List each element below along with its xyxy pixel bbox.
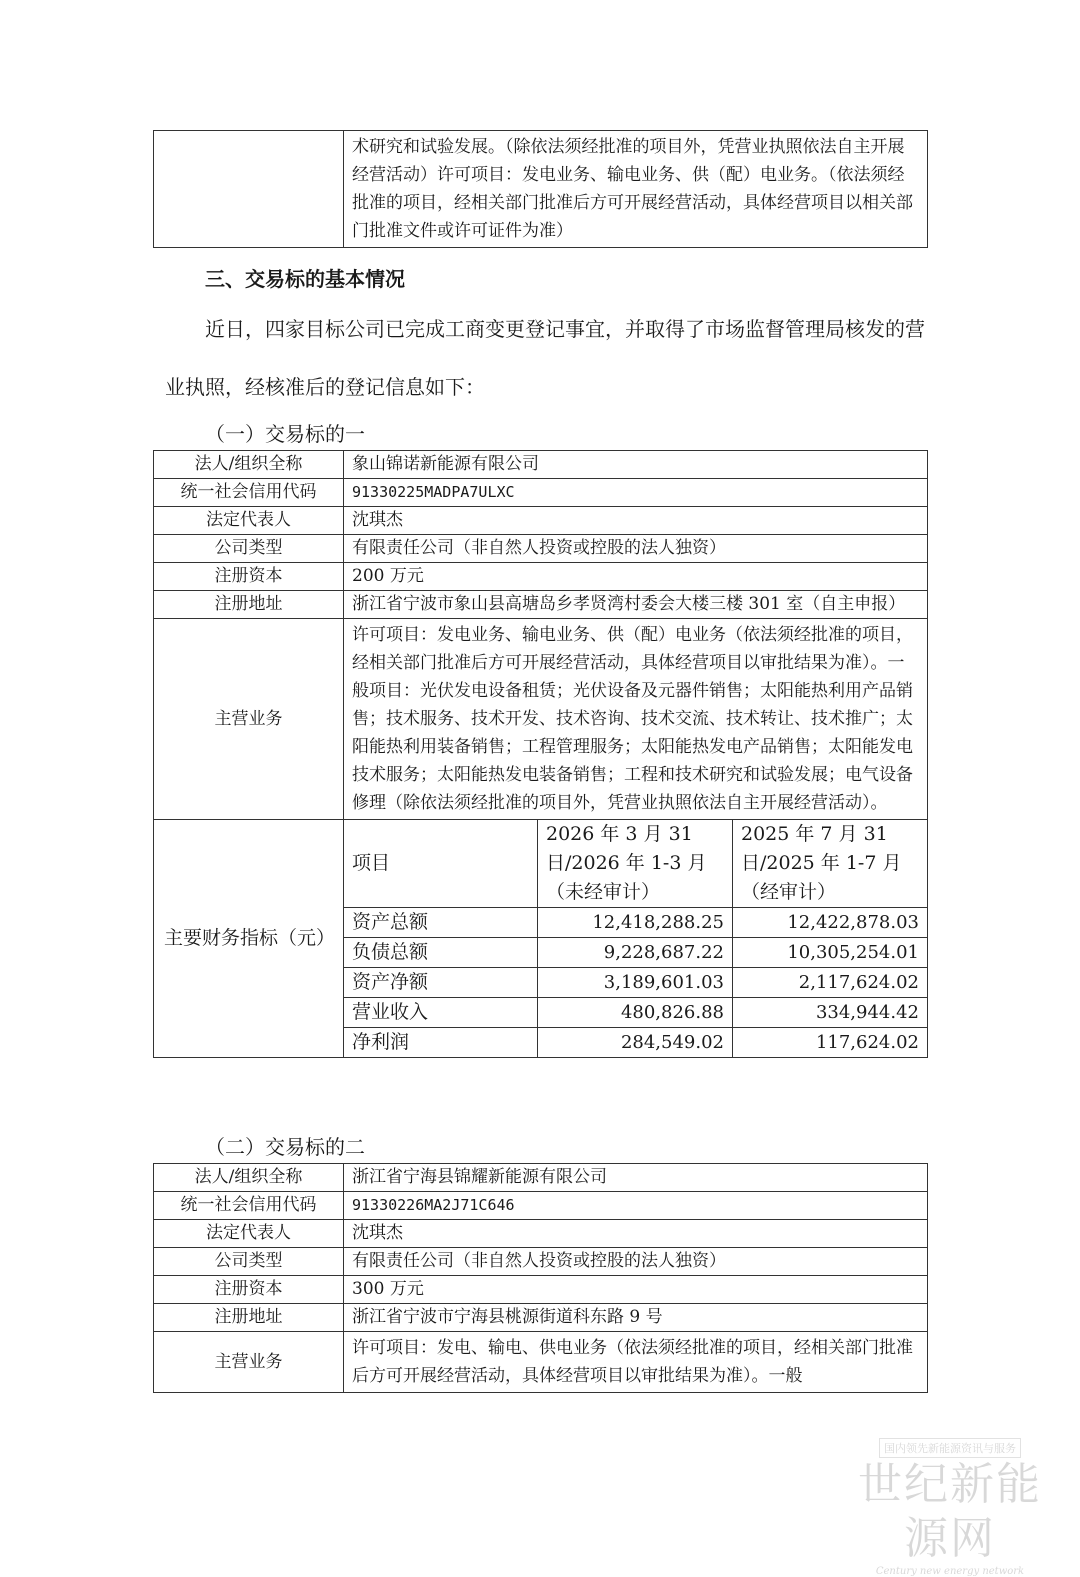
row-label: 法人/组织全称 <box>154 1164 344 1192</box>
watermark-subtitle: Century new energy network <box>875 1566 1025 1577</box>
row-value: 象山锦诺新能源有限公司 <box>344 451 928 479</box>
subject2-heading: （二）交易标的二 <box>205 1135 365 1159</box>
finance-item: 负债总额 <box>344 938 538 968</box>
table-row <box>154 1276 928 1304</box>
subject2-table <box>153 1163 928 1393</box>
subject1-heading: （一）交易标的一 <box>205 422 365 446</box>
continuation-label-cell <box>154 131 344 248</box>
finance-value: 334,944.42 <box>733 998 928 1028</box>
row-label: 统一社会信用代码 <box>154 479 344 507</box>
row-label: 注册资本 <box>154 1276 344 1304</box>
finance-header-item: 项目 <box>344 820 538 908</box>
table-row <box>154 507 928 535</box>
finance-label: 主要财务指标（元） <box>154 820 344 1058</box>
row-value: 沈琪杰 <box>344 1220 928 1248</box>
table-row <box>154 619 928 820</box>
table-row <box>154 1164 928 1192</box>
continuation-table <box>153 130 928 248</box>
finance-header-col2: 2025 年 7 月 31 日/2025 年 1-7 月（经审计） <box>733 820 928 908</box>
row-value: 浙江省宁波市象山县高塘岛乡孝贤湾村委会大楼三楼 301 室（自主申报） <box>344 591 928 619</box>
finance-value: 2,117,624.02 <box>733 968 928 998</box>
row-label: 统一社会信用代码 <box>154 1192 344 1220</box>
finance-value: 480,826.88 <box>538 998 733 1028</box>
table-row <box>154 451 928 479</box>
finance-value: 12,418,288.25 <box>538 908 733 938</box>
credit-code: 91330226MA2J71C646 <box>344 1192 928 1220</box>
watermark-logo-text: 世纪新能源网 <box>858 1459 1042 1564</box>
continuation-text: 术研究和试验发展。（除依法须经批准的项目外，凭营业执照依法自主开展经营活动）许可项目：发电业务、输电业务、供（配）电业务。（依法须经批准的项目，经相关部门批准后方可开展经营活动，具体经营项目以相关部门批准文件或许可证件为准） <box>344 131 928 248</box>
row-label: 法定代表人 <box>154 1220 344 1248</box>
table-row <box>154 1304 928 1332</box>
finance-value: 9,228,687.22 <box>538 938 733 968</box>
row-label: 法定代表人 <box>154 507 344 535</box>
row-value: 200 万元 <box>344 563 928 591</box>
section-heading: 三、交易标的基本情况 <box>205 267 405 291</box>
row-value: 浙江省宁海县锦耀新能源有限公司 <box>344 1164 928 1192</box>
intro-paragraph: 近日，四家目标公司已完成工商变更登记事宜，并取得了市场监督管理局核发的营业执照，经核准后的登记信息如下： <box>165 317 925 399</box>
row-value: 许可项目：发电、输电、供电业务（依法须经批准的项目，经相关部门批准后方可开展经营活动，具体经营项目以审批结果为准）。一般 <box>344 1332 928 1393</box>
table-row <box>154 1192 928 1220</box>
row-label: 注册地址 <box>154 1304 344 1332</box>
finance-item: 资产净额 <box>344 968 538 998</box>
finance-header-col1: 2026 年 3 月 31 日/2026 年 1-3 月（未经审计） <box>538 820 733 908</box>
row-value: 300 万元 <box>344 1276 928 1304</box>
row-value: 浙江省宁波市宁海县桃源街道科东路 9 号 <box>344 1304 928 1332</box>
row-value: 有限责任公司（非自然人投资或控股的法人独资） <box>344 535 928 563</box>
table-row <box>154 535 928 563</box>
row-value: 有限责任公司（非自然人投资或控股的法人独资） <box>344 1248 928 1276</box>
table-row <box>154 1332 928 1393</box>
row-label: 法人/组织全称 <box>154 451 344 479</box>
finance-value: 12,422,878.03 <box>733 908 928 938</box>
row-label: 主营业务 <box>154 619 344 820</box>
watermark-tagline: 国内领先新能源资讯与服务 <box>879 1438 1021 1458</box>
row-value: 沈琪杰 <box>344 507 928 535</box>
table-row <box>154 591 928 619</box>
finance-item: 净利润 <box>344 1028 538 1058</box>
finance-header-row <box>154 820 928 908</box>
row-label: 公司类型 <box>154 535 344 563</box>
table-row <box>154 1248 928 1276</box>
row-label: 注册资本 <box>154 563 344 591</box>
finance-value: 3,189,601.03 <box>538 968 733 998</box>
subject1-table <box>153 450 928 1058</box>
row-label: 主营业务 <box>154 1332 344 1393</box>
finance-value: 284,549.02 <box>538 1028 733 1058</box>
table-row <box>154 1220 928 1248</box>
row-value: 许可项目：发电业务、输电业务、供（配）电业务（依法须经批准的项目，经相关部门批准后方可开展经营活动，具体经营项目以审批结果为准）。一般项目：光伏发电设备租赁；光伏设备及元器件销售；太阳能热利用产品销售；技术服务、技术开发、技术咨询、技术交流、技术转让、技术推广；太阳能热利用装备销售；工程管理服务；太阳能热发电产品销售；太阳能发电技术服务；太阳能热发电装备销售；工程和技术研究和试验发展；电气设备修理（除依法须经批准的项目外，凭营业执照依法自主开展经营活动）。 <box>344 619 928 820</box>
finance-item: 营业收入 <box>344 998 538 1028</box>
table-row <box>154 563 928 591</box>
table-row <box>154 479 928 507</box>
credit-code: 91330225MADPA7ULXC <box>344 479 928 507</box>
watermark <box>850 1437 1050 1577</box>
finance-item: 资产总额 <box>344 908 538 938</box>
finance-value: 117,624.02 <box>733 1028 928 1058</box>
row-label: 注册地址 <box>154 591 344 619</box>
row-label: 公司类型 <box>154 1248 344 1276</box>
finance-value: 10,305,254.01 <box>733 938 928 968</box>
